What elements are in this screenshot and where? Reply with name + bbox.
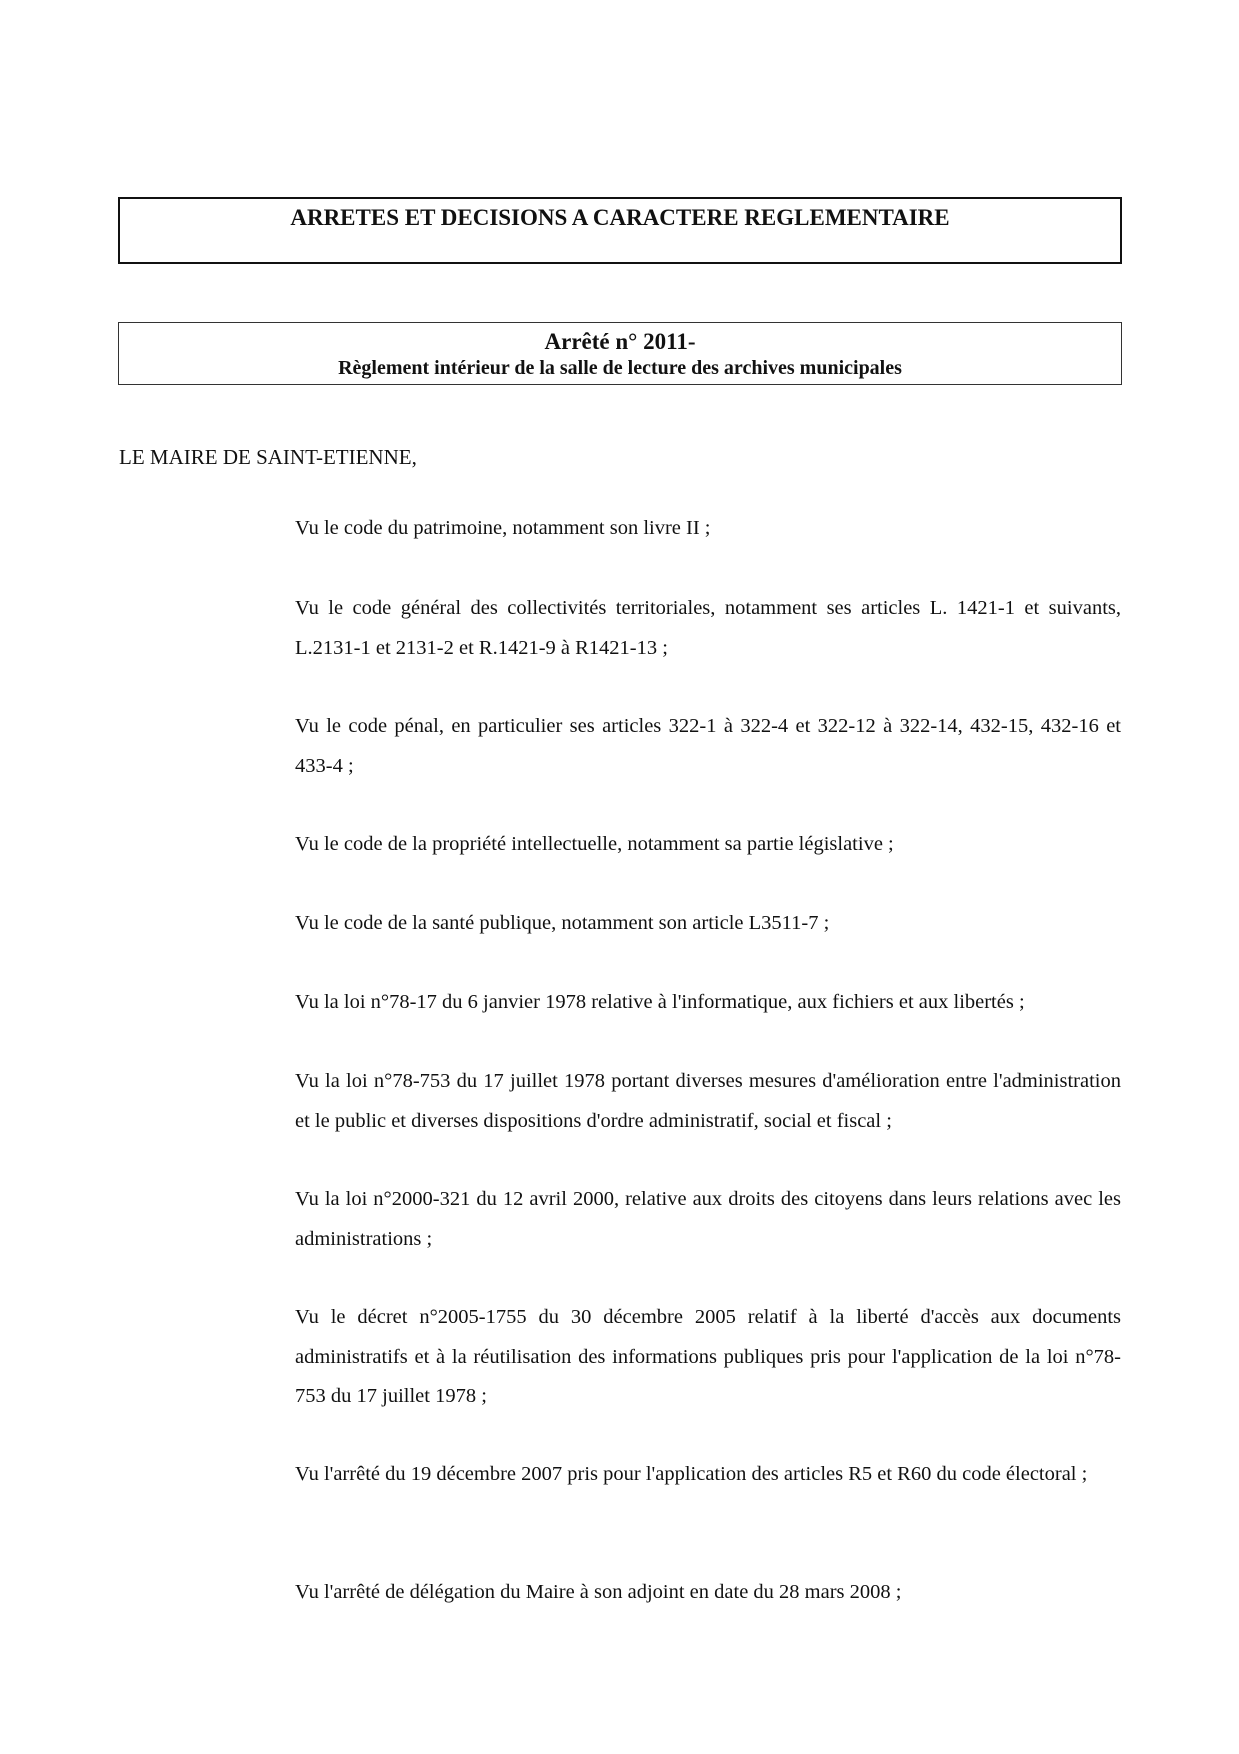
visa-paragraph: Vu le code de la propriété intellectuelle, notamment sa partie législative ; (295, 833, 894, 855)
addressee: LE MAIRE DE SAINT-ETIENNE, (119, 445, 417, 469)
arrete-number: Arrêté n° 2011- (544, 329, 696, 354)
visa-paragraph: Vu le code général des collectivités territoriales, notamment ses articles L. 1421-1 et suivants, L.2131-1 et 2131-2 et R.1421-9 à R1421-13 ; (295, 597, 1121, 659)
visa-paragraph: Vu le code de la santé publique, notamment son article L3511-7 ; (295, 912, 830, 934)
visa-paragraph: Vu la loi n°2000-321 du 12 avril 2000, relative aux droits des citoyens dans leurs relations avec les administrations ; (295, 1188, 1121, 1250)
visa-paragraph: Vu l'arrêté de délégation du Maire à son adjoint en date du 28 mars 2008 ; (295, 1581, 902, 1603)
section-title: ARRETES ET DECISIONS A CARACTERE REGLEMENTAIRE (290, 205, 950, 230)
visa-paragraph: Vu l'arrêté du 19 décembre 2007 pris pour l'application des articles R5 et R60 du code électoral ; (295, 1463, 1088, 1485)
visa-paragraph: Vu la loi n°78-753 du 17 juillet 1978 portant diverses mesures d'amélioration entre l'administration et le public et diverses dispositions d'ordre administratif, social et fiscal ; (295, 1070, 1121, 1132)
section-header-box (118, 197, 1122, 264)
arrete-title-box (118, 322, 1122, 385)
visa-paragraph: Vu le code du patrimoine, notamment son livre II ; (295, 517, 711, 539)
visa-paragraph: Vu la loi n°78-17 du 6 janvier 1978 relative à l'informatique, aux fichiers et aux libertés ; (295, 991, 1025, 1013)
visa-paragraph: Vu le code pénal, en particulier ses articles 322-1 à 322-4 et 322-12 à 322-14, 432-15, 432-16 et 433-4 ; (295, 715, 1121, 777)
visa-paragraph: Vu le décret n°2005-1755 du 30 décembre 2005 relatif à la liberté d'accès aux documents administratifs et à la réutilisation des informations publiques pris pour l'application de la loi n°78-753 du 17 juillet 1978 ; (295, 1306, 1121, 1407)
arrete-subject: Règlement intérieur de la salle de lecture des archives municipales (338, 357, 902, 379)
